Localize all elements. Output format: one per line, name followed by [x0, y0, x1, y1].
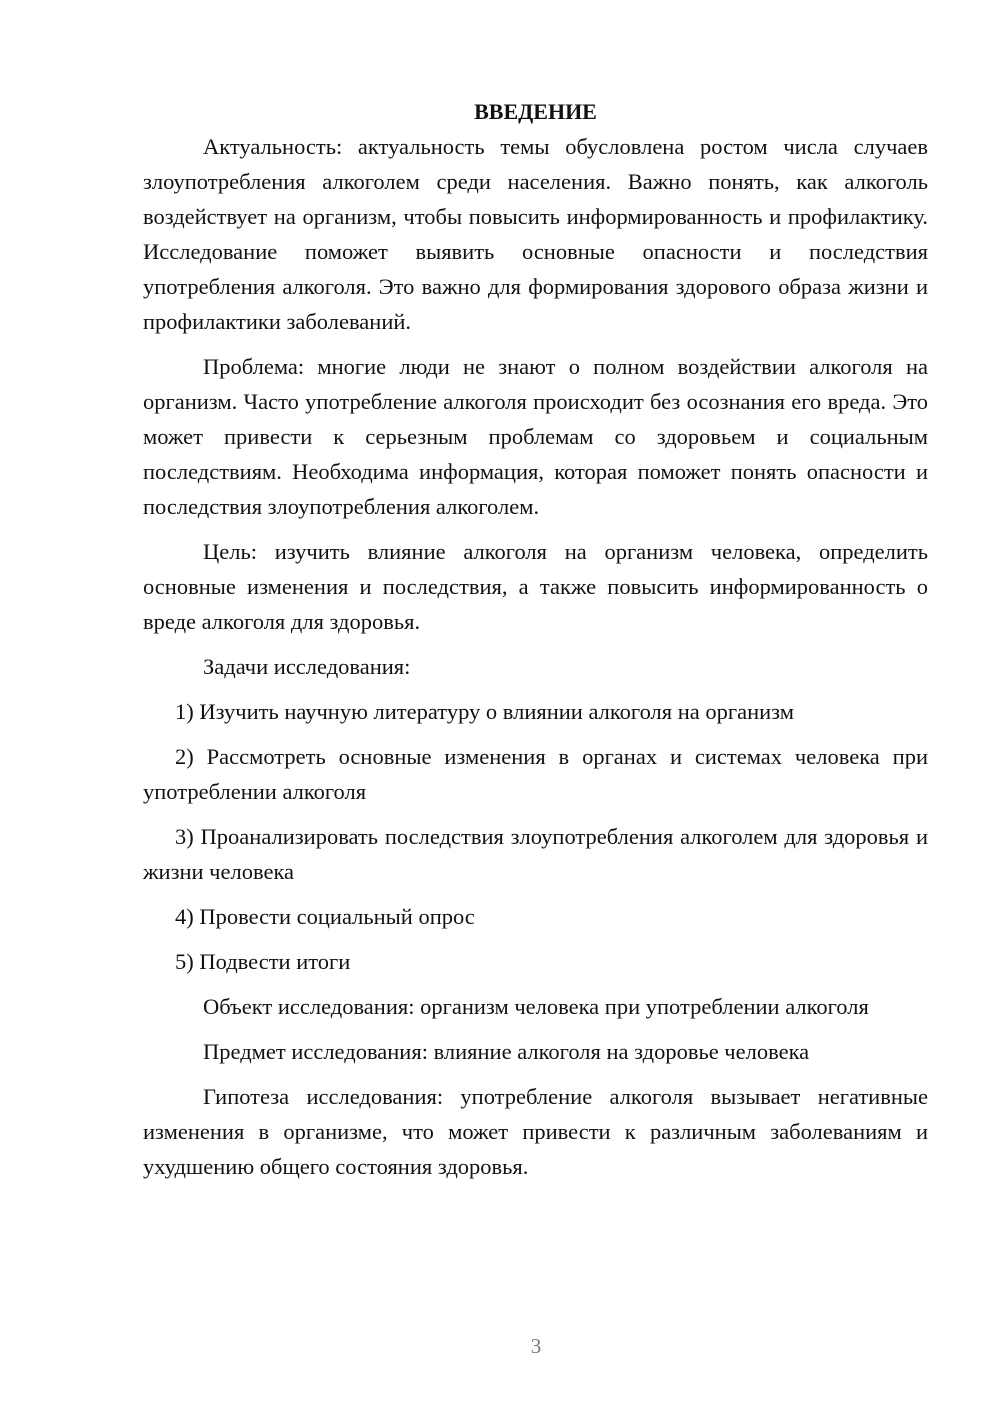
text-body	[143, 94, 928, 1184]
paragraph-hypothesis: Гипотеза исследования: употребление алкоголя вызывает негативные изменения в организме, что может привести к различным заболеваниям и ухудшению общего состояния здоровья.	[143, 1084, 928, 1179]
task-item-4: 4) Провести социальный опрос	[175, 904, 475, 929]
paragraph-goal: Цель: изучить влияние алкоголя на организм человека, определить основные изменения и последствия, а также повысить информированность о вреде алкоголя для здоровья.	[143, 539, 928, 634]
task-item-2: 2) Рассмотреть основные изменения в органах и системах человека при употреблении алкоголя	[143, 744, 928, 804]
paragraph-problem: Проблема: многие люди не знают о полном воздействии алкоголя на организм. Часто употребление алкоголя происходит без осознания его вреда. Это может привести к серьезным проблемам со здоровьем и социальным последствиям. Необходима информация, которая поможет понять опасности и последствия злоупотребления алкоголем.	[143, 354, 928, 519]
task-item-1: 1) Изучить научную литературу о влиянии алкоголя на организм	[175, 699, 794, 724]
section-title: ВВЕДЕНИЕ	[474, 99, 597, 124]
paragraph-tasks-heading: Задачи исследования:	[203, 654, 411, 679]
paragraph-subject: Предмет исследования: влияние алкоголя на здоровье человека	[203, 1039, 810, 1064]
paragraph-relevance: Актуальность: актуальность темы обусловлена ростом числа случаев злоупотребления алкоголем среди населения. Важно понять, как алкоголь воздействует на организм, чтобы повысить информированность и профилактику. Исследование поможет выявить основные опасности и последствия употребления алкоголя. Это важно для формирования здорового образа жизни и профилактики заболеваний.	[143, 134, 928, 334]
task-item-3: 3) Проанализировать последствия злоупотребления алкоголем для здоровья и жизни человека	[143, 824, 928, 884]
paragraph-object: Объект исследования: организм человека при употреблении алкоголя	[203, 994, 869, 1019]
page-number: 3	[530, 1334, 542, 1358]
task-item-5: 5) Подвести итоги	[175, 949, 351, 974]
